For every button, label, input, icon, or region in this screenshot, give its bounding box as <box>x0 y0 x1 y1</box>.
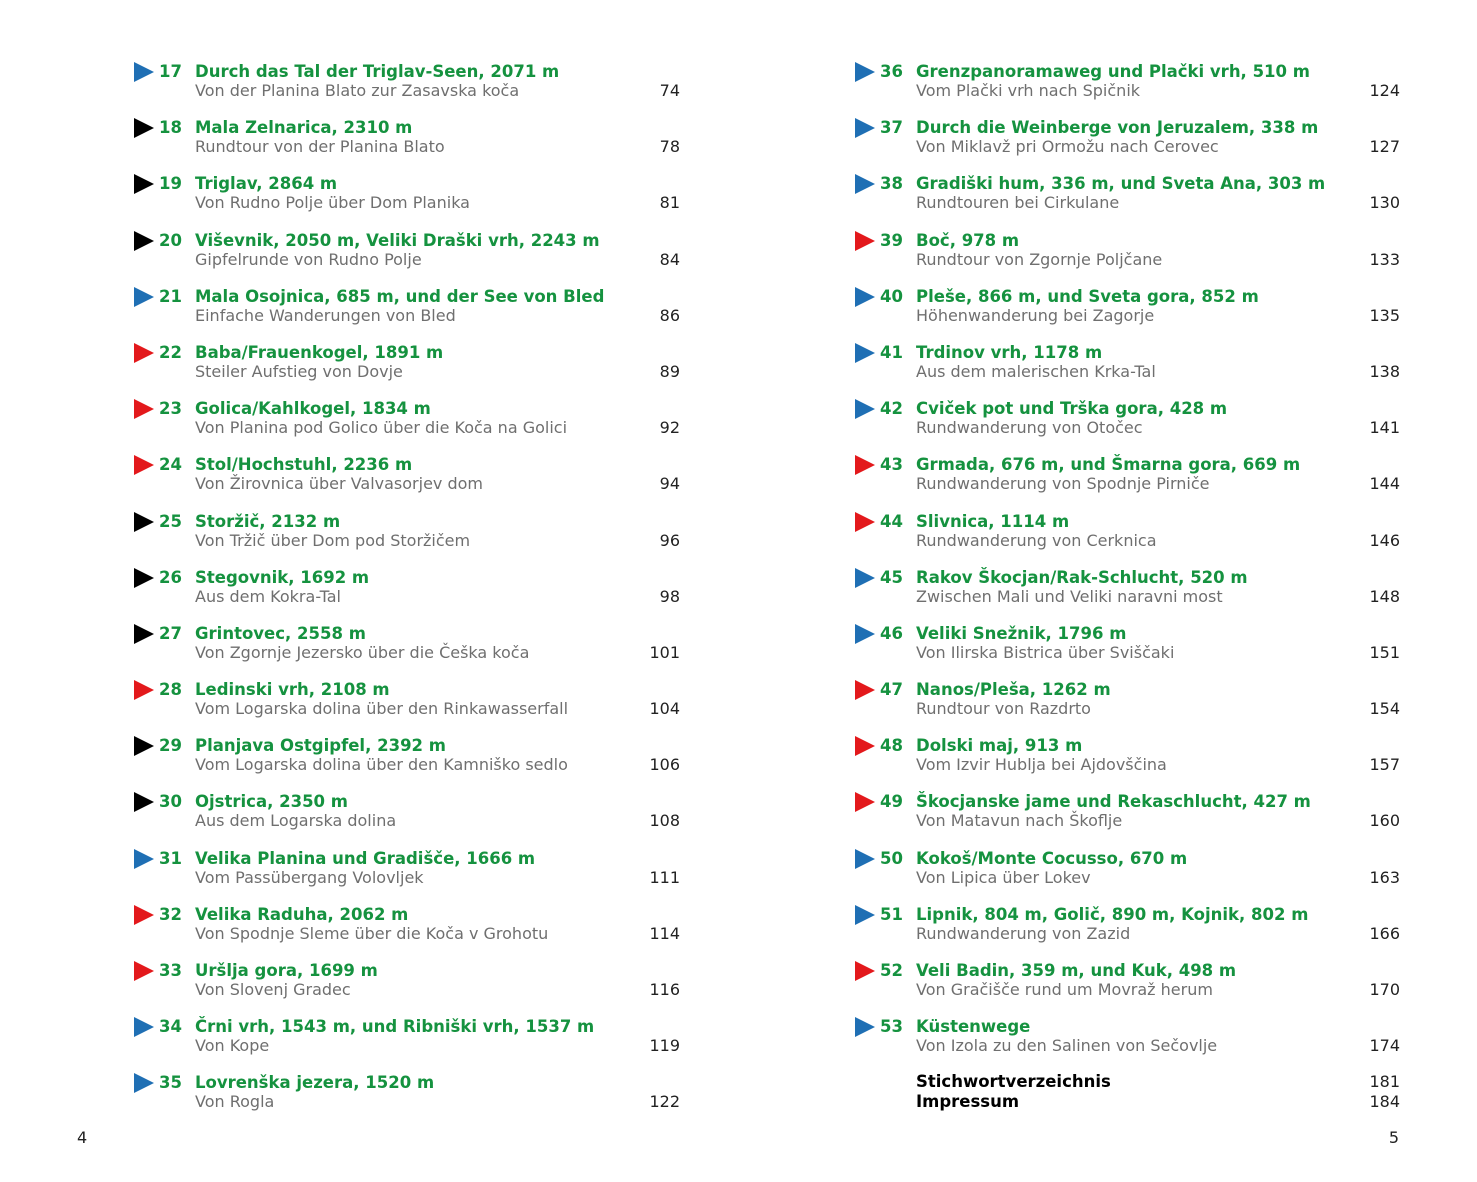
difficulty-triangle-icon <box>134 849 154 869</box>
tour-number: 28 <box>159 680 182 700</box>
difficulty-triangle-icon <box>855 512 875 532</box>
tour-subtitle: Aus dem Kokra-Tal <box>195 586 341 606</box>
difficulty-triangle-icon <box>855 118 875 138</box>
tour-number: 47 <box>880 680 903 700</box>
tour-number: 33 <box>159 961 182 980</box>
toc-extra-entry[interactable] <box>855 1092 1400 1112</box>
tour-number: 37 <box>880 118 903 138</box>
tour-subtitle: Von Ilirska Bistrica über Sviščaki <box>916 642 1175 662</box>
tour-subtitle: Von Matavun nach Škoflje <box>916 811 1123 831</box>
tour-subtitle: Steiler Aufstieg von Dovje <box>195 361 403 381</box>
difficulty-triangle-icon <box>855 343 875 363</box>
tour-title: Ledinski vrh, 2108 m <box>195 680 390 700</box>
tour-subtitle: Rundwanderung von Spodnje Pirniče <box>916 474 1210 494</box>
tour-subtitle: Von Slovenj Gradec <box>195 980 351 999</box>
tour-subtitle: Einfache Wanderungen von Bled <box>195 305 456 325</box>
tour-subtitle: Aus dem Logarska dolina <box>195 811 397 831</box>
tour-title: Črni vrh, 1543 m, und Ribniški vrh, 1537 m <box>195 1017 595 1037</box>
tour-title: Pleše, 866 m, und Sveta gora, 852 m <box>916 286 1259 306</box>
tour-subtitle: Von Rogla <box>195 1092 275 1112</box>
tour-title: Velika Raduha, 2062 m <box>195 904 409 924</box>
difficulty-triangle-icon <box>855 792 875 812</box>
toc-entry[interactable] <box>855 791 1400 847</box>
page-number: 94 <box>659 474 680 494</box>
tour-subtitle: Gipfelrunde von Rudno Polje <box>195 249 422 269</box>
difficulty-triangle-icon <box>855 624 875 644</box>
toc-entry[interactable] <box>855 960 1400 1016</box>
toc-entry[interactable] <box>855 286 1400 342</box>
tour-number: 51 <box>880 904 903 924</box>
toc-entry[interactable] <box>134 117 680 173</box>
difficulty-triangle-icon <box>134 1017 154 1037</box>
tour-subtitle: Rundwanderung von Otočec <box>916 418 1143 438</box>
tour-title: Škocjanske jame und Rekaschlucht, 427 m <box>916 792 1311 812</box>
tour-subtitle: Rundwanderung von Cerknica <box>916 530 1157 550</box>
page-number: 98 <box>659 586 680 606</box>
toc-entry[interactable] <box>134 960 680 1016</box>
difficulty-triangle-icon <box>855 680 875 700</box>
tour-subtitle: Aus dem malerischen Krka-Tal <box>916 361 1156 381</box>
toc-entry[interactable] <box>855 1016 1400 1072</box>
toc-entry[interactable] <box>855 623 1400 679</box>
extra-label: Impressum <box>916 1092 1020 1112</box>
tour-title: Viševnik, 2050 m, Veliki Draški vrh, 2243 m <box>195 230 600 250</box>
difficulty-triangle-icon <box>134 680 154 700</box>
tour-subtitle: Von Spodnje Sleme über die Koča v Grohotu <box>195 923 549 943</box>
tour-subtitle: Von Žirovnica über Valvasorjev dom <box>195 474 483 494</box>
toc-entry[interactable] <box>134 1016 680 1072</box>
right-toc-column <box>855 61 1400 1112</box>
difficulty-triangle-icon <box>855 961 875 981</box>
toc-entry[interactable] <box>134 398 680 454</box>
tour-number: 32 <box>159 904 182 924</box>
toc-entry[interactable] <box>855 735 1400 791</box>
difficulty-triangle-icon <box>134 118 154 138</box>
tour-number: 25 <box>159 511 182 531</box>
page-number: 78 <box>659 137 680 157</box>
toc-entry[interactable] <box>134 1072 680 1128</box>
tour-number: 50 <box>880 848 903 868</box>
tour-title: Cviček pot und Trška gora, 428 m <box>916 399 1228 419</box>
page-number: 74 <box>659 81 680 100</box>
tour-number: 45 <box>880 567 903 587</box>
toc-entry[interactable] <box>134 623 680 679</box>
tour-title: Grintovec, 2558 m <box>195 623 366 643</box>
page-number: 111 <box>649 867 680 887</box>
tour-title: Lovrenška jezera, 1520 m <box>195 1073 435 1093</box>
toc-entry[interactable] <box>855 511 1400 567</box>
page-number: 81 <box>659 193 680 213</box>
page-number: 157 <box>1369 755 1400 775</box>
difficulty-triangle-icon <box>855 455 875 475</box>
toc-entry[interactable] <box>134 342 680 398</box>
toc-entry[interactable] <box>134 791 680 847</box>
toc-extra-entry[interactable] <box>855 1072 1400 1092</box>
tour-number: 35 <box>159 1073 182 1093</box>
tour-number: 52 <box>880 961 903 980</box>
difficulty-triangle-icon <box>134 961 154 981</box>
tour-number: 34 <box>159 1017 182 1037</box>
toc-entry[interactable] <box>855 117 1400 173</box>
difficulty-triangle-icon <box>855 231 875 251</box>
toc-entry[interactable] <box>134 567 680 623</box>
difficulty-triangle-icon <box>134 1073 154 1093</box>
page-number-right: 5 <box>1388 1128 1399 1147</box>
tour-number: 46 <box>880 623 903 643</box>
page-number: 170 <box>1369 980 1400 999</box>
tour-title: Küstenwege <box>916 1017 1031 1037</box>
page-number: 160 <box>1369 811 1400 831</box>
tour-title: Baba/Frauenkogel, 1891 m <box>195 342 444 362</box>
page-number: 101 <box>649 642 680 662</box>
toc-entry[interactable] <box>134 511 680 567</box>
tour-number: 17 <box>159 62 182 81</box>
tour-title: Grenzpanoramaweg und Plački vrh, 510 m <box>916 62 1310 81</box>
difficulty-triangle-icon <box>855 568 875 588</box>
difficulty-triangle-icon <box>134 792 154 812</box>
tour-title: Boč, 978 m <box>916 230 1020 250</box>
difficulty-triangle-icon <box>855 736 875 756</box>
tour-number: 26 <box>159 567 182 587</box>
difficulty-triangle-icon <box>134 736 154 756</box>
toc-entry[interactable] <box>855 398 1400 454</box>
tour-number: 41 <box>880 342 903 362</box>
page-number: 135 <box>1369 305 1400 325</box>
tour-number: 36 <box>880 62 903 81</box>
tour-subtitle: Rundtour von der Planina Blato <box>195 137 445 157</box>
tour-number: 48 <box>880 736 903 756</box>
tour-title: Stol/Hochstuhl, 2236 m <box>195 455 413 475</box>
page-number: 84 <box>659 249 680 269</box>
page-number: 106 <box>649 755 680 775</box>
page-number: 127 <box>1369 137 1400 157</box>
page-number: 154 <box>1369 699 1400 719</box>
toc-entry[interactable] <box>855 230 1400 286</box>
page-number: 108 <box>649 811 680 831</box>
difficulty-triangle-icon <box>134 512 154 532</box>
tour-subtitle: Rundwanderung von Zazid <box>916 923 1131 943</box>
difficulty-triangle-icon <box>855 905 875 925</box>
tour-subtitle: Von Zgornje Jezersko über die Češka koča <box>195 642 530 662</box>
tour-subtitle: Rundtouren bei Cirkulane <box>916 193 1120 213</box>
tour-title: Storžič, 2132 m <box>195 511 341 531</box>
page-number-left: 4 <box>77 1128 88 1147</box>
difficulty-triangle-icon <box>134 568 154 588</box>
tour-subtitle: Von Gračišče rund um Movraž herum <box>916 980 1213 999</box>
tour-subtitle: Rundtour von Razdrto <box>916 699 1091 719</box>
tour-title: Veliki Snežnik, 1796 m <box>916 623 1127 643</box>
tour-number: 18 <box>159 118 182 138</box>
page-number: 138 <box>1369 361 1400 381</box>
tour-title: Golica/Kahlkogel, 1834 m <box>195 399 431 419</box>
tour-title: Ojstrica, 2350 m <box>195 792 348 812</box>
difficulty-triangle-icon <box>134 399 154 419</box>
toc-entry[interactable] <box>855 342 1400 398</box>
tour-subtitle: Von Izola zu den Salinen von Sečovlje <box>916 1036 1218 1056</box>
tour-number: 49 <box>880 792 903 812</box>
tour-number: 40 <box>880 286 903 306</box>
tour-title: Dolski maj, 913 m <box>916 736 1083 756</box>
toc-entry[interactable] <box>134 61 680 117</box>
difficulty-triangle-icon <box>855 399 875 419</box>
page-number: 96 <box>659 530 680 550</box>
tour-number: 43 <box>880 455 903 475</box>
tour-title: Grmada, 676 m, und Šmarna gora, 669 m <box>916 455 1301 475</box>
tour-subtitle: Rundtour von Zgornje Poljčane <box>916 249 1163 269</box>
tour-subtitle: Zwischen Mali und Veliki naravni most <box>916 586 1223 606</box>
tour-number: 31 <box>159 848 182 868</box>
extra-label: Stichwortverzeichnis <box>916 1072 1111 1092</box>
toc-entry[interactable] <box>134 679 680 735</box>
tour-number: 29 <box>159 736 182 756</box>
tour-subtitle: Von Tržič über Dom pod Storžičem <box>195 530 471 550</box>
tour-number: 20 <box>159 230 182 250</box>
difficulty-triangle-icon <box>134 624 154 644</box>
tour-number: 38 <box>880 174 903 194</box>
page-number: 92 <box>659 418 680 438</box>
tour-title: Velika Planina und Gradišče, 1666 m <box>195 848 536 868</box>
tour-number: 53 <box>880 1017 903 1037</box>
toc-entry[interactable] <box>855 61 1400 117</box>
toc-entry[interactable] <box>134 173 680 229</box>
tour-subtitle: Vom Logarska dolina über den Rinkawasserfall <box>195 699 569 719</box>
tour-number: 39 <box>880 230 903 250</box>
toc-entry[interactable] <box>855 848 1400 904</box>
toc-entry[interactable] <box>855 679 1400 735</box>
page-number: 141 <box>1369 418 1400 438</box>
tour-title: Kokoš/Monte Cocusso, 670 m <box>916 848 1188 868</box>
page-number: 174 <box>1369 1036 1400 1056</box>
tour-title: Veli Badin, 359 m, und Kuk, 498 m <box>916 961 1237 980</box>
difficulty-triangle-icon <box>855 62 875 82</box>
page-number: 166 <box>1369 923 1400 943</box>
difficulty-triangle-icon <box>855 1017 875 1037</box>
tour-number: 19 <box>159 174 182 194</box>
toc-entry[interactable] <box>855 454 1400 510</box>
tour-title: Slivnica, 1114 m <box>916 511 1070 531</box>
toc-entry[interactable] <box>855 904 1400 960</box>
toc-entry[interactable] <box>134 286 680 342</box>
page-number: 163 <box>1369 867 1400 887</box>
page-number: 144 <box>1369 474 1400 494</box>
tour-title: Lipnik, 804 m, Golič, 890 m, Kojnik, 802 m <box>916 904 1309 924</box>
tour-number: 22 <box>159 342 182 362</box>
page-number: 89 <box>659 361 680 381</box>
page-number: 130 <box>1369 193 1400 213</box>
tour-number: 44 <box>880 511 903 531</box>
difficulty-triangle-icon <box>134 174 154 194</box>
extra-page-number: 181 <box>1369 1072 1400 1092</box>
tour-number: 21 <box>159 286 182 306</box>
tour-title: Durch das Tal der Triglav-Seen, 2071 m <box>195 62 560 81</box>
tour-subtitle: Von Lipica über Lokev <box>916 867 1091 887</box>
page-number: 151 <box>1369 642 1400 662</box>
page-number: 116 <box>649 980 680 999</box>
difficulty-triangle-icon <box>134 231 154 251</box>
tour-subtitle: Von Planina pod Golico über die Koča na Golici <box>195 418 568 438</box>
tour-number: 27 <box>159 623 182 643</box>
page-number: 104 <box>649 699 680 719</box>
page-number: 133 <box>1369 249 1400 269</box>
tour-title: Stegovnik, 1692 m <box>195 567 370 587</box>
tour-title: Triglav, 2864 m <box>195 174 338 194</box>
toc-entry[interactable] <box>134 230 680 286</box>
toc-entry[interactable] <box>134 454 680 510</box>
page-number: 114 <box>649 923 680 943</box>
tour-title: Mala Zelnarica, 2310 m <box>195 118 413 138</box>
page-number: 124 <box>1369 81 1400 100</box>
page-number: 148 <box>1369 586 1400 606</box>
tour-subtitle: Höhenwanderung bei Zagorje <box>916 305 1155 325</box>
tour-subtitle: Von Rudno Polje über Dom Planika <box>195 193 470 213</box>
tour-subtitle: Vom Plački vrh nach Spičnik <box>916 81 1141 100</box>
tour-subtitle: Vom Passübergang Volovljek <box>195 867 424 887</box>
page-number: 122 <box>649 1092 680 1112</box>
difficulty-triangle-icon <box>855 849 875 869</box>
tour-subtitle: Vom Izvir Hublja bei Ajdovščina <box>916 755 1167 775</box>
tour-number: 23 <box>159 399 182 419</box>
toc-entry[interactable] <box>855 567 1400 623</box>
toc-entry[interactable] <box>134 735 680 791</box>
tour-number: 24 <box>159 455 182 475</box>
tour-number: 42 <box>880 399 903 419</box>
difficulty-triangle-icon <box>134 343 154 363</box>
page-number: 119 <box>649 1036 680 1056</box>
difficulty-triangle-icon <box>134 905 154 925</box>
toc-entry[interactable] <box>134 904 680 960</box>
tour-title: Nanos/Pleša, 1262 m <box>916 680 1111 700</box>
tour-number: 30 <box>159 792 182 812</box>
tour-subtitle: Von der Planina Blato zur Zasavska koča <box>195 81 520 100</box>
tour-title: Mala Osojnica, 685 m, und der See von Bled <box>195 286 605 306</box>
difficulty-triangle-icon <box>855 287 875 307</box>
tour-title: Trdinov vrh, 1178 m <box>916 342 1103 362</box>
tour-subtitle: Vom Logarska dolina über den Kamniško sedlo <box>195 755 568 775</box>
tour-title: Rakov Škocjan/Rak-Schlucht, 520 m <box>916 567 1248 587</box>
page-number: 86 <box>659 305 680 325</box>
tour-subtitle: Von Kope <box>195 1036 270 1056</box>
difficulty-triangle-icon <box>134 62 154 82</box>
toc-entry[interactable] <box>134 848 680 904</box>
tour-title: Gradiški hum, 336 m, und Sveta Ana, 303 m <box>916 174 1326 194</box>
tour-title: Durch die Weinberge von Jeruzalem, 338 m <box>916 118 1319 138</box>
toc-entry[interactable] <box>855 173 1400 229</box>
tour-title: Planjava Ostgipfel, 2392 m <box>195 736 446 756</box>
left-toc-column <box>134 61 680 1129</box>
extra-page-number: 184 <box>1369 1092 1400 1112</box>
difficulty-triangle-icon <box>134 455 154 475</box>
tour-subtitle: Von Miklavž pri Ormožu nach Cerovec <box>916 137 1219 157</box>
page-number: 146 <box>1369 530 1400 550</box>
difficulty-triangle-icon <box>855 174 875 194</box>
difficulty-triangle-icon <box>134 287 154 307</box>
tour-title: Uršlja gora, 1699 m <box>195 961 378 980</box>
